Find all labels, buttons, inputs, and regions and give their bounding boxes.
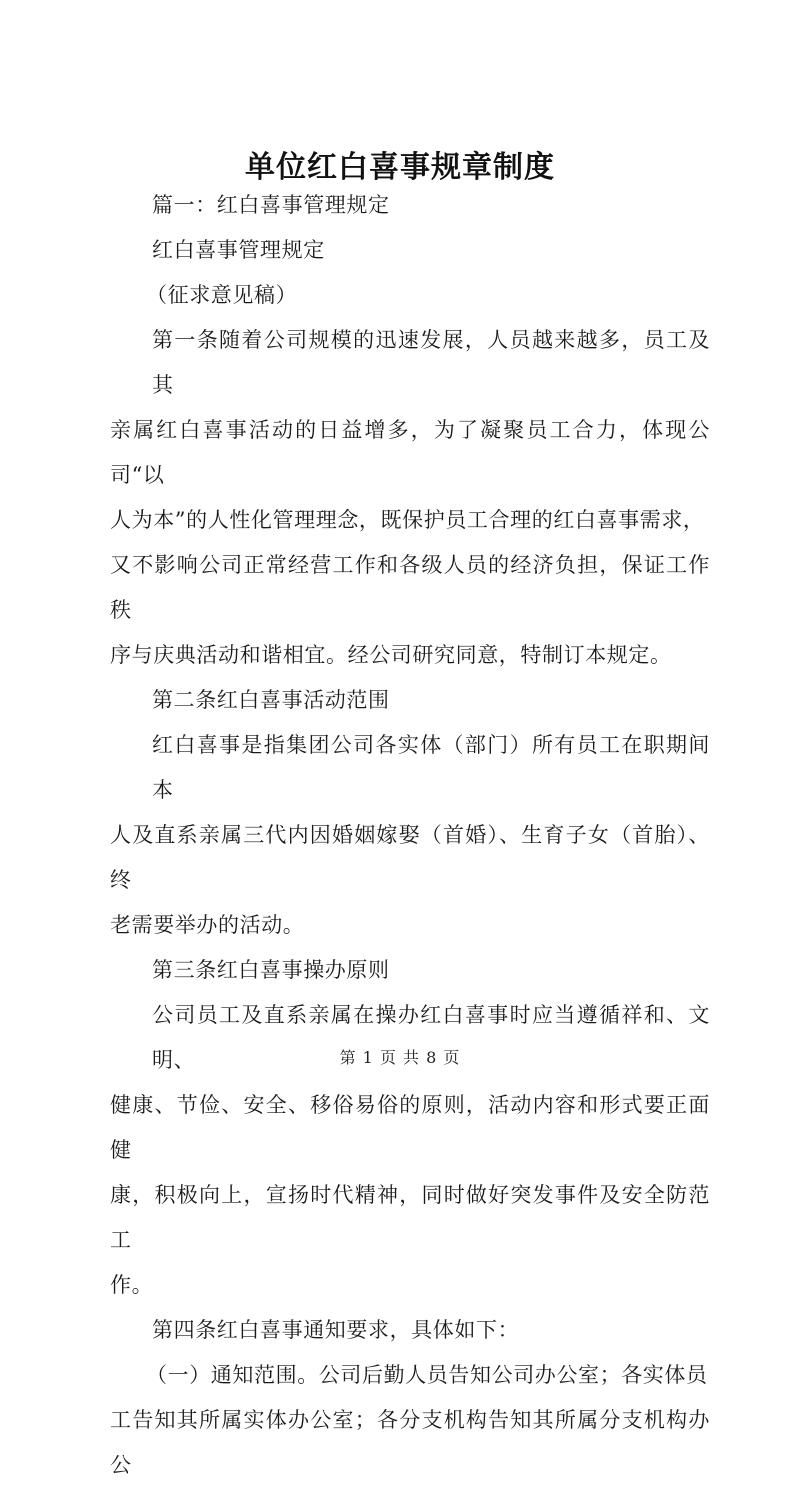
- text-line: 人为本”的人性化管理理念，既保护员工合理的红白喜事需求，: [110, 508, 705, 532]
- text-line: 第四条红白喜事通知要求，具体如下：: [152, 1318, 520, 1342]
- text-line: 作。: [110, 1273, 154, 1297]
- article-1-paragraph: [110, 318, 710, 678]
- article-2-heading: [110, 678, 710, 723]
- text-line: 公司员工及直系亲属在操办红白喜事时应当遵循祥和、文明、: [152, 1003, 710, 1072]
- text-line: 篇一：红白喜事管理规定: [152, 193, 390, 217]
- draft-note: [110, 273, 710, 318]
- text-line: 第二条红白喜事活动范围: [152, 688, 390, 712]
- text-line: 亲属红白喜事活动的日益增多，为了凝聚员工合力，体现公司“以: [110, 418, 710, 487]
- text-line: 健康、节俭、安全、移俗易俗的原则，活动内容和形式要正面健: [110, 1093, 710, 1162]
- article-4-item-1: [110, 1353, 710, 1488]
- article-4-heading: [110, 1308, 710, 1353]
- article-3-heading: [110, 948, 710, 993]
- section-heading-1: [110, 183, 710, 228]
- text-line: 康，积极向上，宣扬时代精神，同时做好突发事件及安全防范工: [110, 1183, 710, 1252]
- text-line: （征求意见稿）: [146, 283, 298, 307]
- text-line: 工告知其所属实体办公室；各分支机构告知其所属分支机构办公: [110, 1408, 710, 1477]
- text-line: 第一条随着公司规模的迅速发展，人员越来越多，员工及其: [152, 328, 710, 397]
- text-line: 序与庆典活动和谐相宜。经公司研究同意，特制订本规定。: [110, 643, 672, 667]
- document-body: [110, 183, 710, 1488]
- text-line: 红白喜事管理规定: [152, 238, 325, 262]
- text-line: 又不影响公司正常经营工作和各级人员的经济负担，保证工作秩: [110, 553, 710, 622]
- page-number-footer: 第 1 页 共 8 页: [339, 1048, 461, 1067]
- text-line: 老需要举办的活动。: [110, 913, 305, 937]
- text-line: 红白喜事是指集团公司各实体（部门）所有员工在职期间本: [152, 733, 710, 802]
- document-title: 单位红白喜事规章制度: [245, 150, 555, 185]
- article-3-paragraph: [110, 993, 710, 1308]
- text-line: 第三条红白喜事操办原则: [152, 958, 390, 982]
- text-line: （一）通知范围。公司后勤人员告知公司办公室；各实体员: [146, 1363, 708, 1387]
- text-line: 人及直系亲属三代内因婚姻嫁娶（首婚）、生育子女（首胎）、终: [110, 823, 710, 892]
- subtitle: [110, 228, 710, 273]
- article-2-paragraph: [110, 723, 710, 948]
